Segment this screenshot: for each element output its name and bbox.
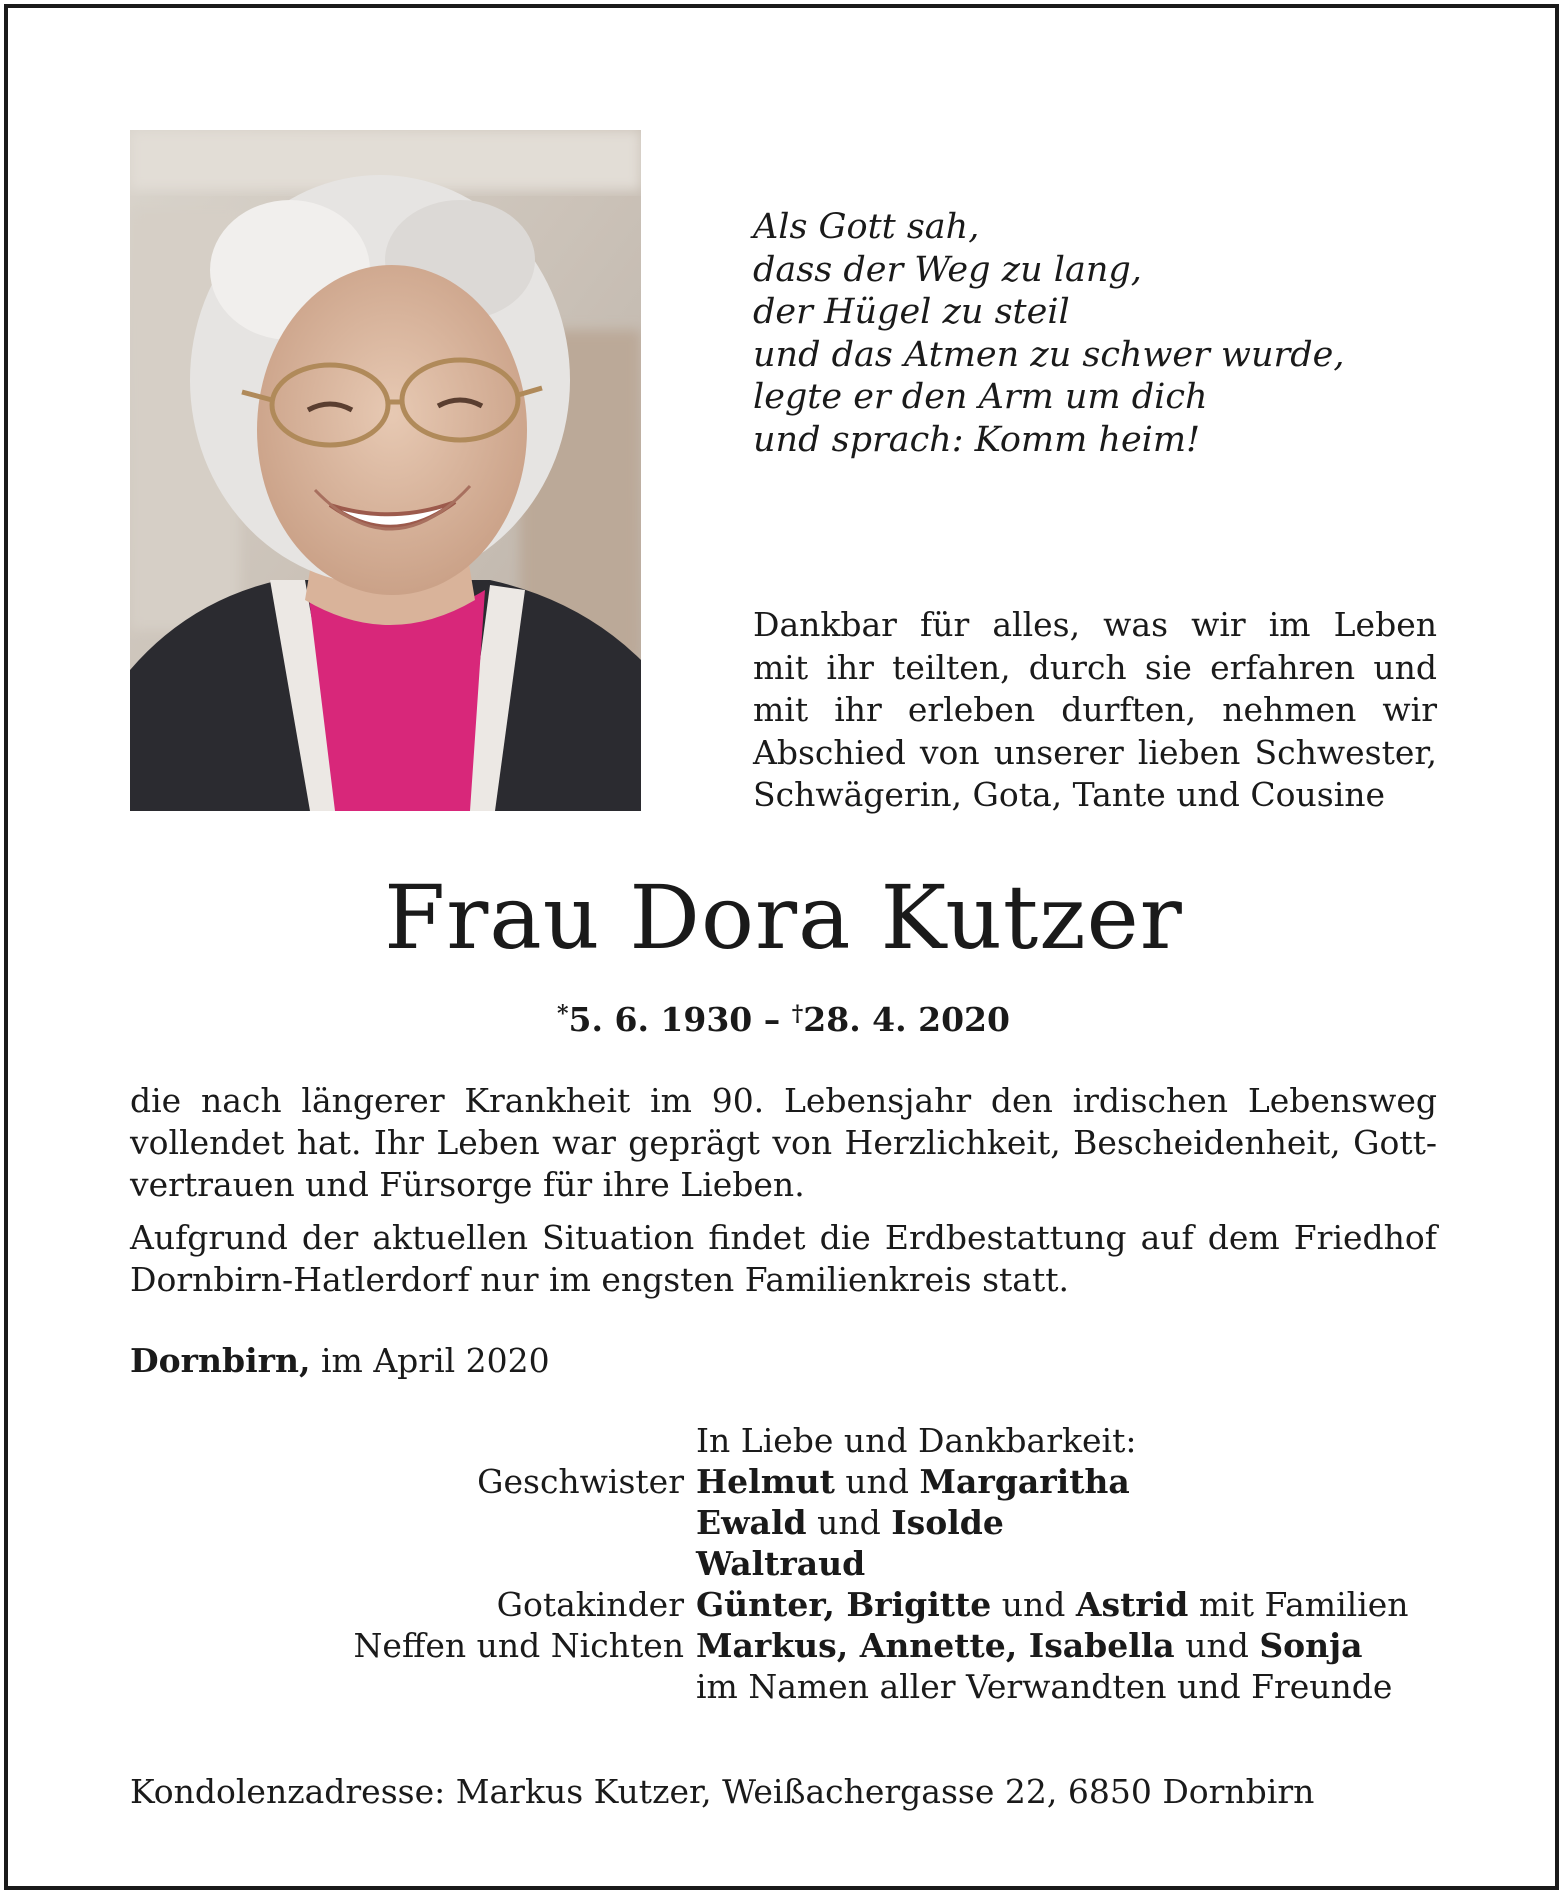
- sibling-name: Ewald: [696, 1503, 807, 1542]
- date-separator: –: [752, 1000, 792, 1039]
- closing-line: im Namen aller Verwandten und Freunde: [696, 1667, 1393, 1706]
- poem-line: und sprach: Komm heim!: [753, 419, 1201, 460]
- sibling-name: Margaritha: [919, 1462, 1130, 1501]
- condolence-address: Kondolenzadresse: Markus Kutzer, Weißachergasse 22, 6850 Dornbirn: [130, 1772, 1315, 1811]
- mourners-intro: In Liebe und Dankbarkeit:: [696, 1421, 1137, 1460]
- conjunction: und: [817, 1503, 881, 1542]
- announcement-line: vollendet hat. Ihr Leben war geprägt von Herzlichkeit, Bescheidenheit, Gott-: [130, 1123, 1437, 1162]
- mourners-intro-row: [130, 1420, 1450, 1461]
- gratitude-text: [753, 604, 1437, 817]
- poem-line: legte er den Arm um dich: [753, 377, 1208, 417]
- birth-date: 5. 6. 1930: [568, 1000, 753, 1039]
- birth-symbol: *: [557, 1001, 569, 1027]
- niece-name: Sonja: [1259, 1626, 1363, 1665]
- place-date: [130, 1340, 550, 1382]
- deceased-name: Frau Dora Kutzer: [384, 866, 1183, 969]
- godchildren-label: Gotakinder: [496, 1585, 684, 1624]
- closing-row: [130, 1666, 1450, 1707]
- poem-line: der Hügel zu steil: [753, 292, 1070, 332]
- godchild-names: Günter, Brigitte: [696, 1585, 992, 1624]
- announcement-line: die nach längerer Krankheit im 90. Lebensjahr den irdischen Lebensweg: [130, 1081, 1437, 1120]
- life-dates: [0, 993, 1567, 1041]
- siblings-row: [130, 1502, 1450, 1543]
- place-month: im April 2020: [321, 1341, 550, 1380]
- funeral-line: Dornbirn-Hatlerdorf nur im engsten Familienkreis statt.: [130, 1260, 1069, 1299]
- nephews-label: Neffen und Nichten: [353, 1626, 684, 1665]
- siblings-row: [130, 1461, 1450, 1502]
- gratitude-line: Abschied von unserer lieben Schwester,: [753, 732, 1437, 772]
- gratitude-line: Schwägerin, Gota, Tante und Cousine: [753, 775, 1386, 814]
- godchildren-suffix: mit Familien: [1198, 1585, 1409, 1624]
- death-symbol: †: [791, 1001, 804, 1027]
- gratitude-line: mit ihr teilten, durch sie erfahren und: [753, 647, 1437, 687]
- mourners-list: [130, 1420, 1450, 1707]
- death-date: 28. 4. 2020: [803, 1000, 1010, 1039]
- conjunction: und: [845, 1462, 910, 1501]
- funeral-line: Aufgrund der aktuellen Situation findet die Erdbestattung auf dem Friedhof: [130, 1218, 1437, 1257]
- announcement-line: vertrauen und Fürsorge für ihre Lieben.: [130, 1165, 805, 1204]
- godchild-name: Astrid: [1075, 1585, 1189, 1624]
- poem: [753, 206, 1473, 461]
- nephew-names: Markus, Annette, Isabella: [696, 1626, 1175, 1665]
- conjunction: und: [1001, 1585, 1066, 1624]
- conjunction: und: [1185, 1626, 1249, 1665]
- sibling-name: Isolde: [891, 1503, 1004, 1542]
- poem-line: dass der Weg zu lang,: [753, 249, 1142, 290]
- announcement-text: [130, 1080, 1437, 1301]
- siblings-row: [130, 1543, 1450, 1584]
- place-city: Dornbirn,: [130, 1341, 311, 1380]
- gratitude-line: mit ihr erleben durften, nehmen wir: [753, 690, 1437, 729]
- siblings-label: Geschwister: [477, 1462, 684, 1501]
- gratitude-line: Dankbar für alles, was wir im Leben: [753, 605, 1437, 644]
- nephews-row: [130, 1625, 1450, 1666]
- poem-line: Als Gott sah,: [753, 207, 980, 247]
- godchildren-row: [130, 1584, 1450, 1625]
- sibling-name: Waltraud: [696, 1544, 866, 1583]
- poem-line: und das Atmen zu schwer wurde,: [753, 334, 1345, 375]
- sibling-name: Helmut: [696, 1462, 835, 1501]
- portrait-photo: [130, 130, 641, 811]
